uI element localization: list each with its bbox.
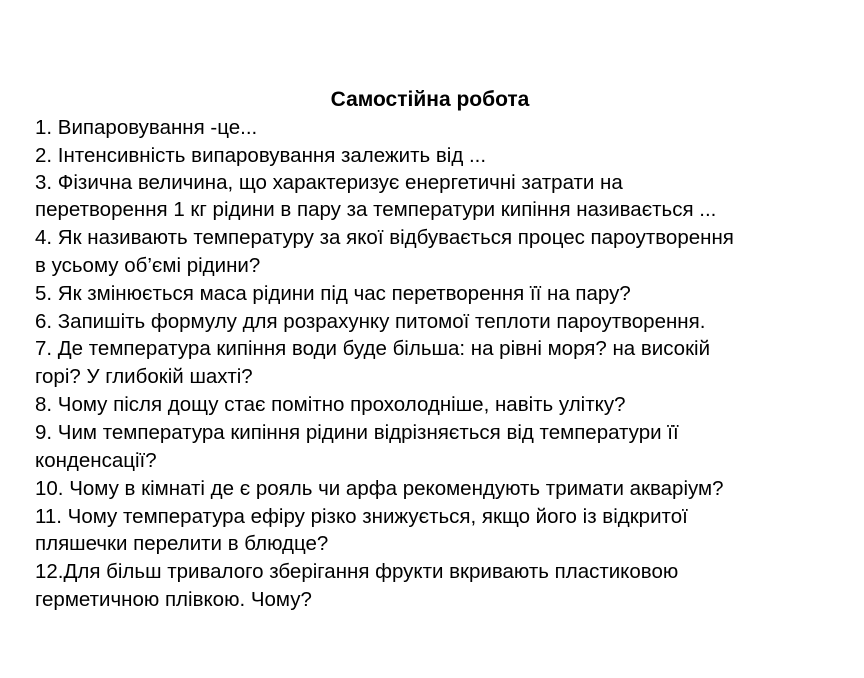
question-9-line-1: 9. Чим температура кипіння рідини відрізняється від температури її: [35, 421, 679, 444]
question-4-line-1: 4. Як називають температуру за якої відбувається процес пароутворення: [35, 226, 734, 249]
question-7-line-2: горі? У глибокій шахті?: [35, 365, 253, 388]
question-11-line-2: пляшечки перелити в блюдце?: [35, 532, 329, 555]
question-8-line-1: 8. Чому після дощу стає помітно прохолодніше, навіть улітку?: [35, 393, 626, 416]
question-1-line-1: 1. Випаровування -це...: [35, 116, 258, 139]
question-12-line-2: герметичною плівкою. Чому?: [35, 588, 312, 611]
question-10-line-1: 10. Чому в кімнаті де є рояль чи арфа рекомендують тримати акваріум?: [35, 477, 724, 500]
question-9-line-2: конденсації?: [35, 449, 157, 472]
question-3-line-1: 3. Фізична величина, що характеризує енергетичні затрати на: [35, 171, 623, 194]
question-4-line-2: в усьому об’ємі рідини?: [35, 254, 261, 277]
question-12-line-1: 12.Для більш тривалого зберігання фрукти вкривають пластиковою: [35, 560, 679, 583]
question-11-line-1: 11. Чому температура ефіру різко знижується, якщо його із відкритої: [35, 505, 688, 528]
question-6-line-1: 6. Запишіть формулу для розрахунку питомої теплоти пароутворення.: [35, 310, 706, 333]
document-title: Самостійна робота: [330, 88, 530, 111]
question-5-line-1: 5. Як змінюється маса рідини під час перетворення її на пару?: [35, 282, 631, 305]
question-7-line-1: 7. Де температура кипіння води буде більша: на рівні моря? на високій: [35, 337, 711, 360]
question-3-line-2: перетворення 1 кг рідини в пару за температури кипіння називається ...: [35, 198, 717, 221]
question-2-line-1: 2. Інтенсивність випаровування залежить від ...: [35, 144, 487, 167]
